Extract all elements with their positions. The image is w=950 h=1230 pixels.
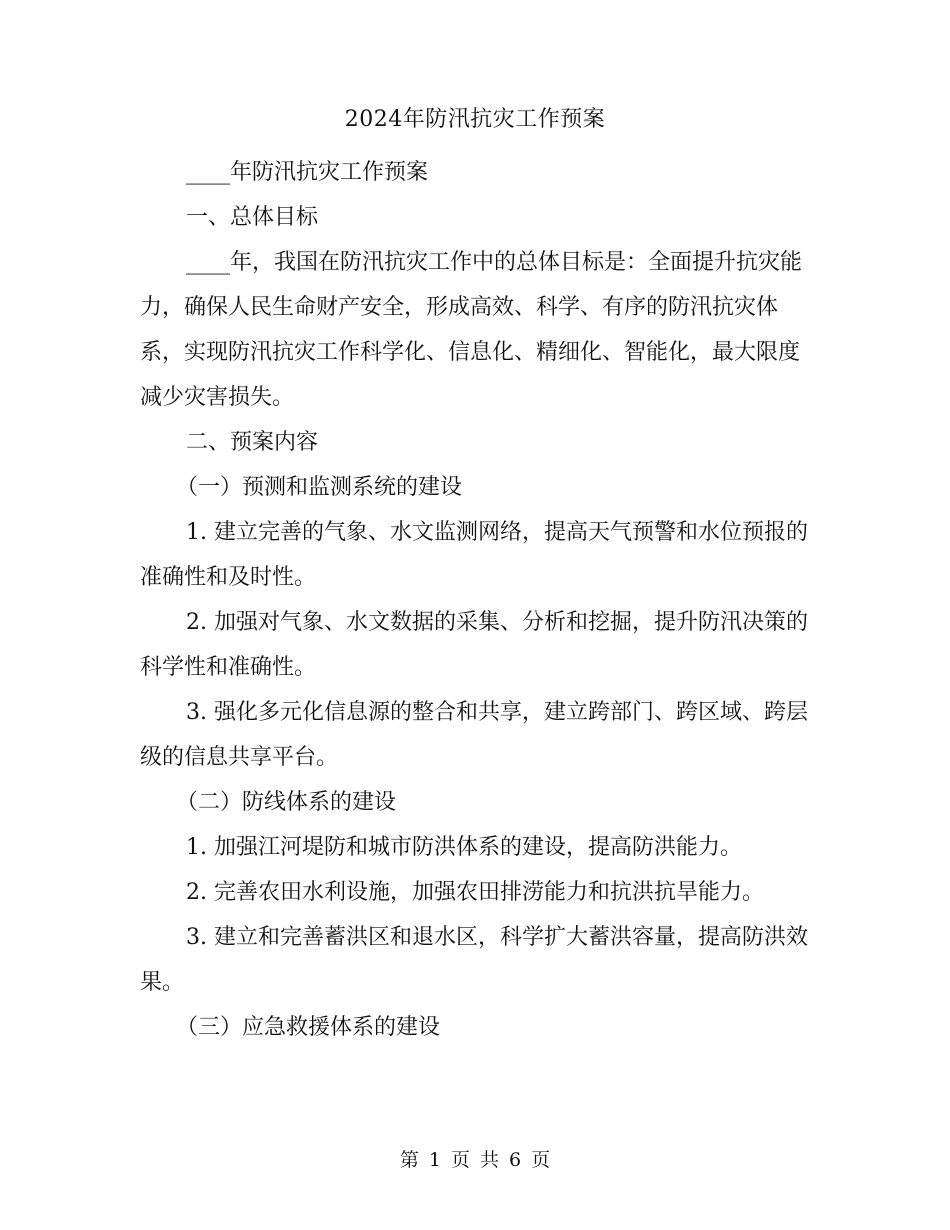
list-item-defense-3: 3. 建立和完善蓄洪区和退水区，科学扩大蓄洪容量，提高防洪效果。	[140, 925, 808, 995]
list-item-monitoring-1: 1. 建立完善的气象、水文监测网络，提高天气预警和水位预报的准确性和及时性。	[140, 520, 808, 590]
document-title: 2024年防汛抗灾工作预案	[344, 107, 606, 132]
heading-overall-goal: 一、总体目标	[186, 205, 319, 230]
list-item-defense-1: 1. 加强江河堤防和城市防洪体系的建设，提高防洪能力。	[186, 835, 742, 860]
list-item-monitoring-3: 3. 强化多元化信息源的整合和共享，建立跨部门、跨区域、跨层级的信息共享平台。	[140, 700, 808, 770]
paragraph-subtitle: ____年防汛抗灾工作预案	[186, 160, 429, 185]
document-body	[140, 150, 810, 1050]
subheading-defense-system: （二）防线体系的建设	[176, 790, 397, 815]
page-footer: 第 1 页 共 6 页	[399, 1149, 551, 1171]
subheading-monitoring-system: （一）预测和监测系统的建设	[176, 475, 463, 500]
subheading-emergency-rescue: （三）应急救援体系的建设	[176, 1015, 441, 1040]
heading-plan-content: 二、预案内容	[186, 430, 319, 455]
list-item-monitoring-2: 2. 加强对气象、水文数据的采集、分析和挖掘，提升防汛决策的科学性和准确性。	[140, 610, 808, 680]
paragraph-overall-goal: ____年，我国在防汛抗灾工作中的总体目标是：全面提升抗灾能力，确保人民生命财产安全，形成高效、科学、有序的防汛抗灾体系，实现防汛抗灾工作科学化、信息化、精细化、智能化，最大限度减少灾害损失。	[140, 250, 803, 410]
list-item-defense-2: 2. 完善农田水利设施，加强农田排涝能力和抗洪抗旱能力。	[186, 880, 764, 905]
